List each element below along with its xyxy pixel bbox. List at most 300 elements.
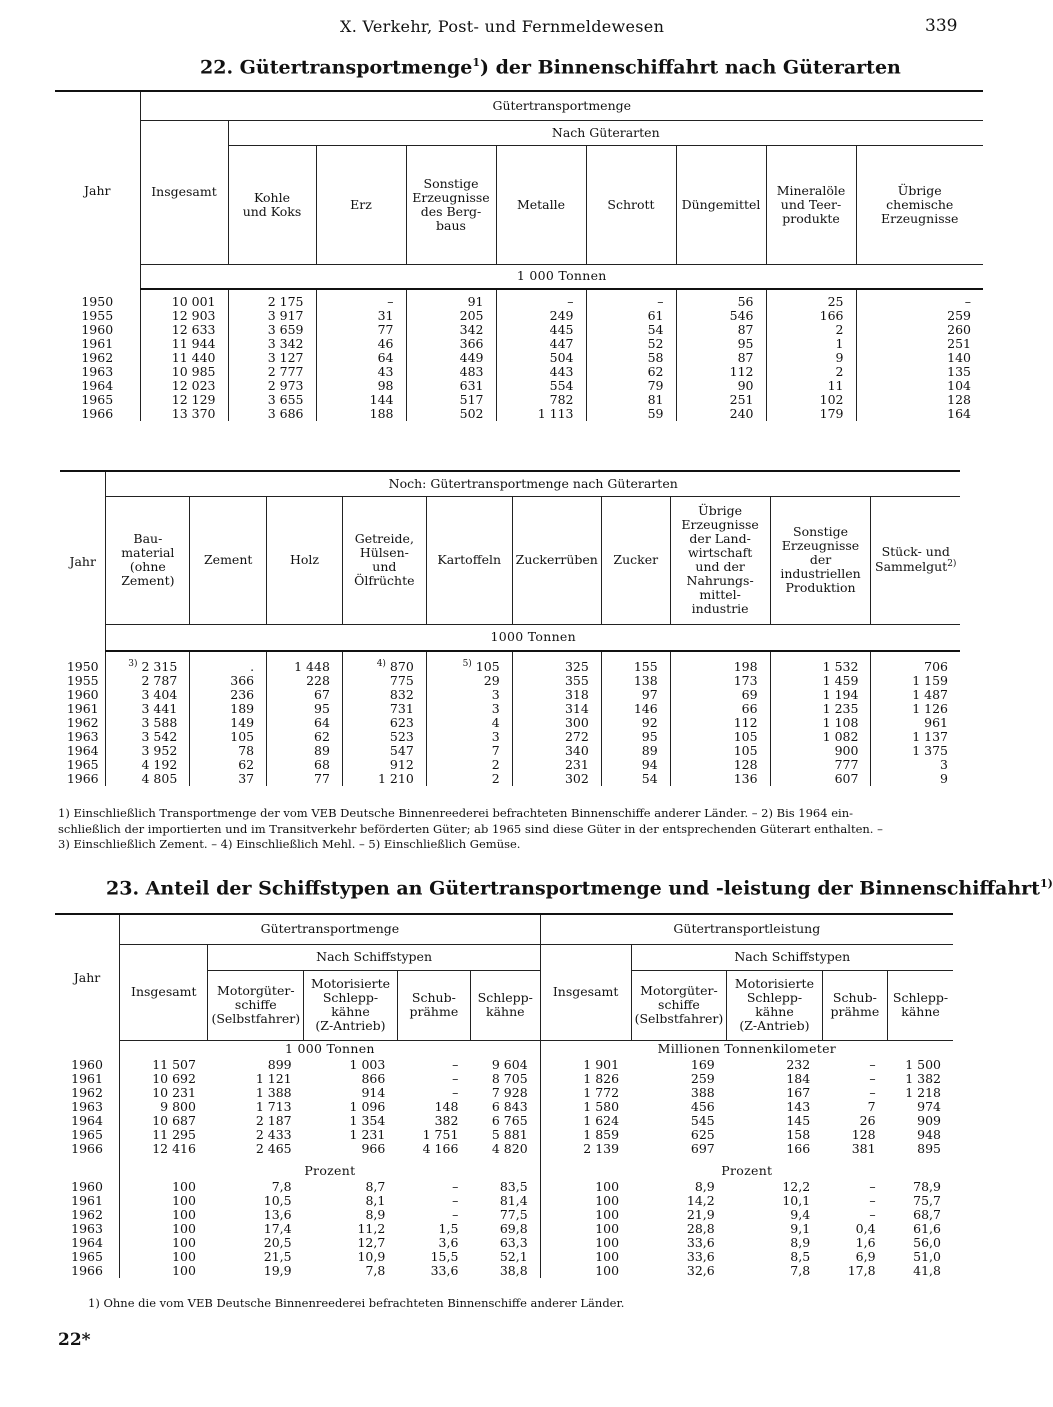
- footnote-23: 1) Ohne die vom VEB Deutsche Binnenreederei befrachteten Binnenschiffe anderer Länder.: [88, 1296, 625, 1310]
- table-cell: 149: [190, 716, 267, 730]
- table-cell: 81,4: [470, 1194, 540, 1208]
- table-cell: 100: [595, 1193, 620, 1208]
- table-row: [55, 1072, 953, 1086]
- table-cell: 1 487: [912, 687, 948, 703]
- table-cell: 3 659: [228, 323, 316, 337]
- table-row: [60, 674, 960, 688]
- table-cell: 38,8: [470, 1264, 540, 1278]
- table-cell: –: [869, 1207, 876, 1222]
- table-cell: 231: [512, 758, 601, 772]
- table-cell: 173: [670, 674, 770, 688]
- table-cell: 8,9: [694, 1179, 715, 1194]
- subgroup-header: Nach Schiffstypen: [631, 944, 953, 970]
- row-year: 1964: [55, 379, 140, 393]
- table-cell: 8,9: [365, 1207, 386, 1222]
- col-year-header: Jahr: [60, 471, 106, 651]
- footnote-marker: 4): [376, 659, 386, 669]
- footnote-line: 1) Einschließlich Transportmenge der vom VEB Deutsche Binnenreederei befrachteten Binnenschiffe anderer Länder. – 2) Bis 1964 ein-: [58, 806, 853, 820]
- table-row: [55, 1100, 953, 1114]
- table-cell: 10 001: [140, 295, 228, 309]
- table-cell: 2 777: [228, 365, 316, 379]
- table-cell: 100: [172, 1207, 196, 1222]
- table-cell: 98: [316, 379, 406, 393]
- table-cell: 63,3: [470, 1236, 540, 1250]
- table-cell: 100: [595, 1221, 620, 1236]
- table-cell: –: [452, 1057, 459, 1072]
- table-cell: 184: [786, 1071, 811, 1086]
- table-cell: 1 751: [422, 1127, 459, 1142]
- table-cell: 9: [766, 351, 856, 365]
- table-cell: 1 388: [255, 1085, 292, 1100]
- table-cell: 105: [190, 730, 267, 744]
- col-header: Schub- prähme: [822, 970, 887, 1040]
- table-cell: 545: [690, 1113, 715, 1128]
- table-row: [60, 659, 960, 674]
- table-cell: 697: [690, 1141, 715, 1156]
- table-cell: 21,9: [686, 1207, 715, 1222]
- table-cell: 78,9: [913, 1179, 941, 1194]
- table-cell: 456: [690, 1099, 715, 1114]
- row-year: 1961: [55, 337, 140, 351]
- table-cell: 7,8: [271, 1179, 292, 1194]
- row-year: 1961: [55, 1072, 120, 1086]
- table-cell: 54: [586, 323, 676, 337]
- table-cell: 1 235: [770, 702, 871, 716]
- table-cell: 2 175: [228, 295, 316, 309]
- table-row: [55, 1236, 953, 1250]
- table-cell: 52: [586, 337, 676, 351]
- table-row: [55, 1208, 953, 1222]
- row-year: 1960: [55, 1058, 120, 1072]
- table-cell: 69,8: [470, 1222, 540, 1236]
- table-cell: 236: [190, 688, 267, 702]
- unit-label: 1 000 Tonnen: [140, 264, 983, 289]
- table-cell: 3 952: [106, 744, 190, 758]
- table-cell: 1 159: [912, 673, 948, 689]
- table-cell: 9 800: [160, 1099, 196, 1114]
- table-cell: 33,6: [686, 1249, 715, 1264]
- group-header-left: Gütertransportmenge: [120, 914, 541, 944]
- table-row: [55, 1142, 953, 1156]
- table-cell: 447: [496, 337, 586, 351]
- col-header: Übrige chemische Erzeugnisse: [856, 145, 983, 264]
- col-header: Motorisierte Schlepp- kähne (Z-Antrieb): [727, 970, 822, 1040]
- table-cell: 52,1: [470, 1250, 540, 1264]
- table-row: [55, 1194, 953, 1208]
- table-cell: 83,5: [470, 1180, 540, 1194]
- table-cell: 1 210: [342, 772, 426, 786]
- table-row: [60, 688, 960, 702]
- table-cell: 8,1: [365, 1193, 386, 1208]
- table-23-title: 23. Anteil der Schiffstypen an Gütertransportmenge und -leistung der Binnenschiffahrt$^{1)}$: [106, 877, 1053, 900]
- table-row: [55, 1180, 953, 1194]
- table-cell: 140: [947, 350, 971, 365]
- col-header: Sonstige Erzeugnisse des Berg- baus: [406, 145, 496, 264]
- row-year: 1961: [55, 1194, 120, 1208]
- table-cell: 900: [770, 744, 871, 758]
- col-header: Kartoffeln: [426, 496, 512, 624]
- table-cell: 547: [342, 744, 426, 758]
- table-cell: 7,8: [365, 1263, 386, 1278]
- col-header: Sonstige Erzeugnisse der industriellen Produktion: [770, 496, 871, 624]
- table-cell: 502: [406, 407, 496, 421]
- row-year: 1960: [55, 1180, 120, 1194]
- table-cell: 2 973: [228, 379, 316, 393]
- col-header: Schub- prähme: [397, 970, 470, 1040]
- table-cell: 1 354: [349, 1113, 386, 1128]
- table-cell: –: [869, 1179, 876, 1194]
- table-cell: 381: [851, 1141, 876, 1156]
- table-cell: 1 448: [267, 659, 343, 674]
- table-cell: –: [869, 1085, 876, 1100]
- table-cell: 607: [770, 772, 871, 786]
- table-cell: 443: [496, 365, 586, 379]
- table-row: [55, 365, 983, 379]
- table-cell: 1 459: [770, 674, 871, 688]
- col-header: Motorisierte Schlepp- kähne (Z-Antrieb): [304, 970, 398, 1040]
- table-cell: 2 433: [255, 1127, 292, 1142]
- table-cell: 68,7: [913, 1207, 941, 1222]
- table-cell: 205: [406, 309, 496, 323]
- table-cell: 17,4: [263, 1221, 292, 1236]
- table-cell: 912: [342, 758, 426, 772]
- col-year-header: Jahr: [55, 914, 120, 1040]
- table-cell: 128: [670, 758, 770, 772]
- table-cell: 8,5: [790, 1249, 811, 1264]
- table-cell: 20,5: [263, 1235, 292, 1250]
- table-cell: 1: [766, 337, 856, 351]
- table-cell: 259: [947, 308, 971, 323]
- table-cell: 61: [586, 309, 676, 323]
- table-cell: 3: [940, 757, 948, 773]
- table-row: [55, 1114, 953, 1128]
- row-year: 1962: [55, 1086, 120, 1100]
- table-cell: 251: [676, 393, 766, 407]
- table-cell: 135: [947, 364, 971, 379]
- table-cell: 2 787: [106, 674, 190, 688]
- table-cell: 58: [586, 351, 676, 365]
- col-header: Stück- und Sammelgut$^{2)}$: [871, 496, 960, 624]
- table-cell: 1 126: [912, 701, 948, 717]
- table-cell: 1 580: [583, 1099, 620, 1114]
- table-cell: 1 231: [349, 1127, 386, 1142]
- table-cell: 325: [512, 659, 601, 674]
- table-cell: 355: [512, 674, 601, 688]
- table-cell: 3 127: [228, 351, 316, 365]
- table-cell: 43: [316, 365, 406, 379]
- table-cell: 51,0: [913, 1249, 941, 1264]
- table-cell: 554: [496, 379, 586, 393]
- table-cell: 17,8: [847, 1263, 876, 1278]
- table-cell: 240: [676, 407, 766, 421]
- table-row: [55, 337, 983, 351]
- table-cell: 77: [316, 323, 406, 337]
- table-cell: 7,8: [790, 1263, 811, 1278]
- table-cell: 7: [426, 744, 512, 758]
- footnote-line: schließlich der importierten und im Transitverkehr beförderten Güter; ab 1965 sind diese Güter in der entsprechenden Güterart enthalten. –: [58, 821, 883, 836]
- table-cell: –: [869, 1071, 876, 1086]
- table-cell: 300: [512, 716, 601, 730]
- table-cell: 12 129: [140, 393, 228, 407]
- col-header: Kohle und Koks: [228, 145, 316, 264]
- table-cell: 89: [267, 744, 343, 758]
- table-cell: 445: [496, 323, 586, 337]
- row-year: 1965: [55, 393, 140, 407]
- table-cell: 3 542: [106, 730, 190, 744]
- table-cell: 11,2: [357, 1221, 386, 1236]
- table-cell: 78: [190, 744, 267, 758]
- table-cell: 67: [267, 688, 343, 702]
- table-cell: 1 003: [349, 1057, 386, 1072]
- row-year: 1966: [55, 1142, 120, 1156]
- table-cell: 4 820: [470, 1142, 540, 1156]
- col-header: Zucker: [601, 496, 670, 624]
- table-cell: 895: [917, 1141, 941, 1156]
- col-header: Motorgüter- schiffe (Selbstfahrer): [208, 970, 304, 1040]
- col-header: Metalle: [496, 145, 586, 264]
- table-cell: –: [496, 295, 586, 309]
- unit-label: Prozent: [721, 1163, 773, 1178]
- row-year: 1960: [60, 688, 106, 702]
- col-header: Insgesamt: [140, 120, 228, 264]
- table-cell: 41,8: [913, 1263, 941, 1278]
- table-cell: 105: [670, 744, 770, 758]
- table-cell: 95: [676, 337, 766, 351]
- table-cell: 158: [786, 1127, 811, 1142]
- table-cell: 77,5: [470, 1208, 540, 1222]
- table-cell: 92: [601, 716, 670, 730]
- table-row: [60, 772, 960, 786]
- table-cell: 10,1: [782, 1193, 811, 1208]
- table-cell: 1 218: [905, 1085, 941, 1100]
- table-cell: 3 686: [228, 407, 316, 421]
- table-cell: 100: [595, 1263, 620, 1278]
- table-cell: 6 843: [470, 1100, 540, 1114]
- table-cell: 100: [595, 1235, 620, 1250]
- row-year: 1965: [60, 758, 106, 772]
- table-cell: 100: [172, 1249, 196, 1264]
- subgroup-header: Nach Schiffstypen: [208, 944, 540, 970]
- row-year: 1964: [55, 1236, 120, 1250]
- table-cell: 12,2: [782, 1179, 811, 1194]
- page-signature: 22*: [58, 1330, 91, 1350]
- table-cell: 1,6: [855, 1235, 876, 1250]
- table-cell: 1 137: [912, 729, 948, 745]
- table-row: [55, 1086, 953, 1100]
- table-cell: 79: [586, 379, 676, 393]
- table-cell: 81: [586, 393, 676, 407]
- table-cell: 166: [766, 309, 856, 323]
- table-cell: 21,5: [263, 1249, 292, 1264]
- table-cell: 1 772: [583, 1085, 620, 1100]
- table-cell: 95: [601, 730, 670, 744]
- table-cell: 3 655: [228, 393, 316, 407]
- table-row: [55, 351, 983, 365]
- cell-value: 2 315: [141, 659, 178, 675]
- table-cell: 366: [406, 337, 496, 351]
- table-cell: 777: [770, 758, 871, 772]
- table-22-title: 22. Gütertransportmenge$^1$) der Binnenschiffahrt nach Güterarten: [200, 56, 901, 79]
- col-header: Getreide, Hülsen- und Ölfrüchte: [342, 496, 426, 624]
- table-cell: 89: [601, 744, 670, 758]
- table-cell: 1,5: [438, 1221, 459, 1236]
- col-header: Motorgüter- schiffe (Selbstfahrer): [631, 970, 727, 1040]
- row-year: 1962: [55, 1208, 120, 1222]
- table-cell: 100: [595, 1249, 620, 1264]
- table-cell: 10,5: [263, 1193, 292, 1208]
- table-cell: 228: [267, 674, 343, 688]
- table-cell: 966: [361, 1141, 386, 1156]
- table-cell: 12,7: [357, 1235, 386, 1250]
- unit-label: 1 000 Tonnen: [120, 1040, 541, 1058]
- table-22-part1: [55, 90, 983, 421]
- table-cell: 167: [786, 1085, 811, 1100]
- table-cell: 64: [316, 351, 406, 365]
- table-cell: 232: [786, 1057, 811, 1072]
- table-cell: 75,7: [913, 1193, 941, 1208]
- table-cell: 3 441: [106, 702, 190, 716]
- table-cell: 14,2: [686, 1193, 715, 1208]
- table-cell: 2 139: [583, 1141, 620, 1156]
- table-cell: 87: [676, 351, 766, 365]
- table-cell: 100: [172, 1179, 196, 1194]
- table-cell: 13,6: [263, 1207, 292, 1222]
- table-cell: 523: [342, 730, 426, 744]
- table-cell: 3 588: [106, 716, 190, 730]
- col-header: Schrott: [586, 145, 676, 264]
- table-cell: 100: [595, 1207, 620, 1222]
- unit-label: 1000 Tonnen: [106, 624, 960, 651]
- footnotes-22: [58, 806, 978, 853]
- table-cell: 623: [342, 716, 426, 730]
- table-cell: [106, 659, 190, 674]
- table-cell: 10 692: [152, 1071, 196, 1086]
- table-cell: 3: [426, 688, 512, 702]
- table-cell: 100: [172, 1221, 196, 1236]
- table-cell: –: [316, 295, 406, 309]
- table-cell: 13 370: [140, 407, 228, 421]
- table-cell: 974: [917, 1099, 941, 1114]
- table-cell: 11 440: [140, 351, 228, 365]
- table-row: [55, 379, 983, 393]
- table-cell: 1 382: [905, 1071, 941, 1086]
- table-cell: 136: [670, 772, 770, 786]
- table-row: [55, 323, 983, 337]
- table-cell: 143: [786, 1099, 811, 1114]
- table-cell: 2: [766, 323, 856, 337]
- table-cell: 1 859: [583, 1127, 620, 1142]
- table-cell: 775: [342, 674, 426, 688]
- table-cell: 259: [690, 1071, 715, 1086]
- table-cell: 3: [426, 702, 512, 716]
- table-cell: 64: [267, 716, 343, 730]
- table-cell: 1 500: [905, 1057, 941, 1072]
- table-row: [60, 758, 960, 772]
- col-header: Übrige Erzeugnisse der Land- wirtschaft und der Nahrungs- mittel- industrie: [670, 496, 770, 624]
- table-cell: 146: [601, 702, 670, 716]
- row-year: 1963: [60, 730, 106, 744]
- table-cell: –: [452, 1071, 459, 1086]
- table-cell: 517: [406, 393, 496, 407]
- table-cell: 631: [406, 379, 496, 393]
- table-cell: 56: [676, 295, 766, 309]
- footnote-marker: 5): [462, 659, 472, 669]
- table-22-part2: [60, 470, 960, 786]
- table-cell: 449: [406, 351, 496, 365]
- row-year: 1966: [60, 772, 106, 786]
- table-cell: 1 121: [255, 1071, 292, 1086]
- table-row: [55, 407, 983, 421]
- table-cell: 1 096: [349, 1099, 386, 1114]
- table-cell: 59: [586, 407, 676, 421]
- table-cell: –: [869, 1057, 876, 1072]
- table-cell: 504: [496, 351, 586, 365]
- table-row: [60, 702, 960, 716]
- table-cell: 15,5: [430, 1249, 459, 1264]
- table-cell: –: [869, 1193, 876, 1208]
- table-row: [55, 1264, 953, 1278]
- row-year: 1965: [55, 1250, 120, 1264]
- row-year: 1950: [60, 659, 106, 674]
- table-cell: 97: [601, 688, 670, 702]
- table-cell: 3: [426, 730, 512, 744]
- col-header: Holz: [267, 496, 343, 624]
- table-cell: 46: [316, 337, 406, 351]
- table-cell: 100: [172, 1263, 196, 1278]
- row-year: 1964: [55, 1114, 120, 1128]
- col-header: Düngemittel: [676, 145, 766, 264]
- table-cell: 382: [434, 1113, 459, 1128]
- table-cell: 12 416: [152, 1141, 196, 1156]
- table-cell: 8 705: [470, 1072, 540, 1086]
- table-cell: 1 826: [583, 1071, 620, 1086]
- page-number: 339: [925, 16, 958, 36]
- table-cell: 1 082: [770, 730, 871, 744]
- table-cell: 10 985: [140, 365, 228, 379]
- row-year: 1966: [55, 1264, 120, 1278]
- table-cell: 249: [496, 309, 586, 323]
- table-cell: [342, 659, 426, 674]
- table-cell: 302: [512, 772, 601, 786]
- col-header: Mineralöle und Teer- produkte: [766, 145, 856, 264]
- table-cell: 28,8: [686, 1221, 715, 1236]
- cell-value: 870: [389, 659, 414, 675]
- table-cell: 148: [434, 1099, 459, 1114]
- table-cell: 1 532: [770, 659, 871, 674]
- table-cell: –: [452, 1179, 459, 1194]
- table-cell: 155: [601, 659, 670, 674]
- row-year: 1960: [55, 323, 140, 337]
- table-cell: 2 187: [255, 1113, 292, 1128]
- table-cell: 1 375: [912, 743, 948, 759]
- table-cell: 706: [924, 658, 948, 674]
- table-cell: 10 231: [152, 1085, 196, 1100]
- table-23: [55, 913, 953, 1278]
- table-cell: 625: [690, 1127, 715, 1142]
- table-cell: 11: [766, 379, 856, 393]
- table-cell: 66: [670, 702, 770, 716]
- table-cell: 68: [267, 758, 343, 772]
- table-cell: –: [964, 294, 971, 309]
- table-cell: 832: [342, 688, 426, 702]
- table-cell: 62: [586, 365, 676, 379]
- table-cell: [426, 659, 512, 674]
- table-cell: 54: [601, 772, 670, 786]
- table-cell: 100: [595, 1179, 620, 1194]
- table-row: [55, 1222, 953, 1236]
- table-cell: 29: [426, 674, 512, 688]
- table-cell: 9,4: [790, 1207, 811, 1222]
